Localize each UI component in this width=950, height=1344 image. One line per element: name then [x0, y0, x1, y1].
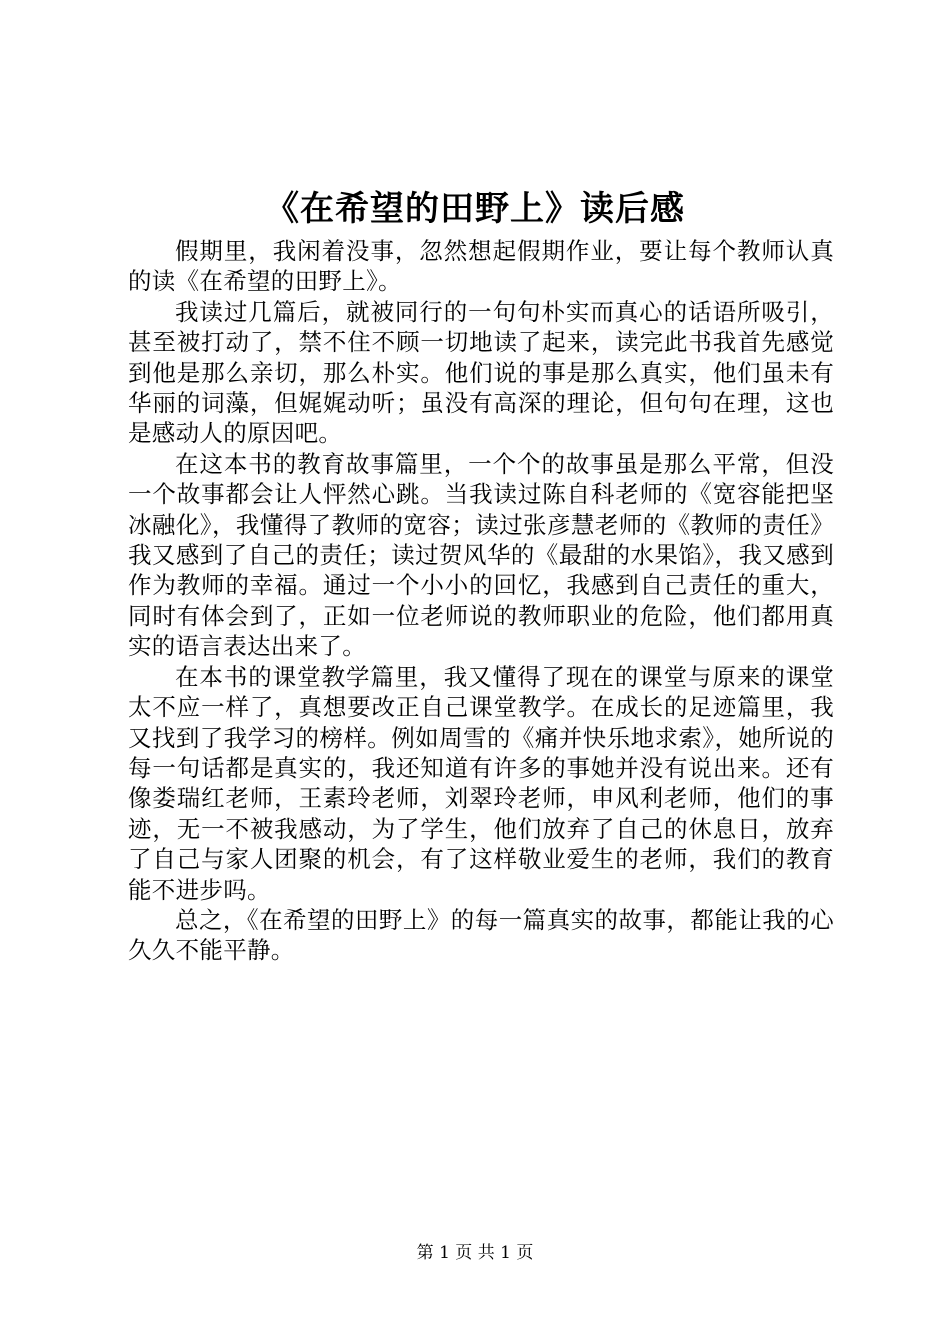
paragraph-3: 在这本书的教育故事篇里，一个个的故事虽是那么平常，但没一个故事都会让人怦然心跳。当我读过陈自科老师的《宽容能把坚冰融化》，我懂得了教师的宽容；读过张彦慧老师的《教师的责任》我又感到了自己的责任；读过贺风华的《最甜的水果馅》，我又感到作为教师的幸福。通过一个小小的回忆，我感到自己责任的重大，同时有体会到了，正如一位老师说的教师职业的危险，他们都用真实的语言表达出来了。	[128, 449, 834, 661]
paragraph-2: 我读过几篇后，就被同行的一句句朴实而真心的话语所吸引，甚至被打动了，禁不住不顾一切地读了起来，读完此书我首先感觉到他是那么亲切，那么朴实。他们说的事是那么真实，他们虽未有华丽的词藻，但娓娓动听；虽没有高深的理论，但句句在理，这也是感动人的原因吧。	[128, 297, 834, 448]
document-body	[128, 236, 834, 966]
document-title: 《在希望的田野上》读后感	[265, 189, 685, 229]
paragraph-1: 假期里，我闲着没事，忽然想起假期作业，要让每个教师认真的读《在希望的田野上》。	[128, 237, 834, 296]
paragraph-4: 在本书的课堂教学篇里，我又懂得了现在的课堂与原来的课堂太不应一样了，真想要改正自己课堂教学。在成长的足迹篇里，我又找到了我学习的榜样。例如周雪的《痛并快乐地求索》，她所说的每一句话都是真实的，我还知道有许多的事她并没有说出来。还有像娄瑞红老师，王素玲老师，刘翠玲老师，申风利老师，他们的事迹，无一不被我感动，为了学生，他们放弃了自己的休息日，放弃了自己与家人团聚的机会，有了这样敬业爱生的老师，我们的教育能不进步吗。	[128, 662, 834, 904]
page-footer: 第 1 页 共 1 页	[416, 1243, 534, 1263]
paragraph-5: 总之，《在希望的田野上》的每一篇真实的故事，都能让我的心久久不能平静。	[128, 905, 834, 965]
